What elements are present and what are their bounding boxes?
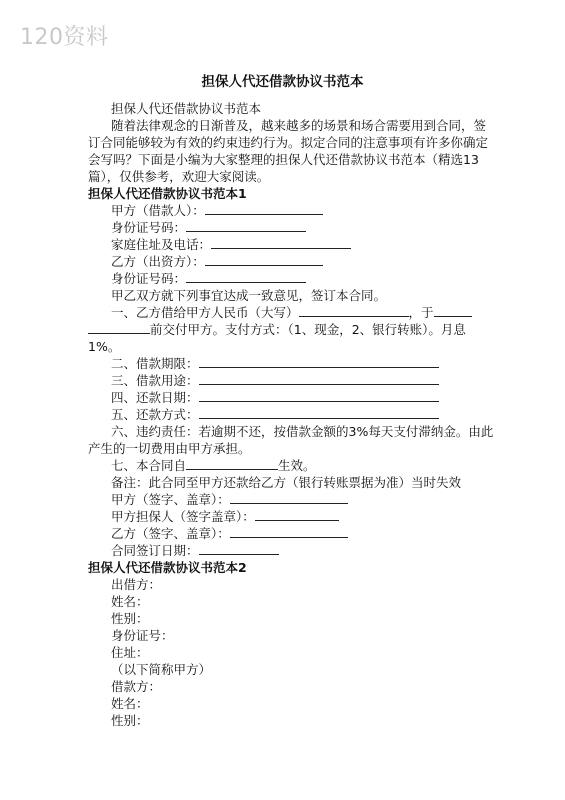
agreement-line: 甲乙双方就下列事宜达成一致意见，签订本合同。	[111, 288, 387, 303]
lender-id-line: 身份证号：	[111, 628, 174, 643]
blank-line	[199, 406, 439, 419]
document-title: 担保人代还借款协议书范本	[201, 74, 364, 90]
lender-address-line: 住址：	[111, 645, 149, 660]
lender-line: 出借方：	[111, 577, 162, 592]
blank-line	[186, 219, 306, 232]
lender-name-line: 姓名：	[111, 594, 149, 609]
blank-line	[186, 457, 278, 470]
party-a-line	[88, 202, 498, 219]
blank-line	[255, 508, 339, 521]
sign-b-line	[88, 525, 498, 542]
address-phone-label: 家庭住址及电话：	[111, 237, 212, 252]
party-a-label: 甲方（借款人）：	[111, 203, 205, 218]
sign-a-label: 甲方（签字、盖章）：	[111, 492, 230, 507]
blank-line	[199, 542, 279, 555]
clause-6: 六、违约责任：若逾期不还，按借款金额的3%每天支付滞纳金。由此产生的一切费用由甲方承担。	[88, 424, 494, 456]
sample1-heading: 担保人代还借款协议书范本1	[88, 186, 247, 201]
sign-date-line	[88, 542, 498, 559]
blank-line	[199, 389, 439, 402]
note-line: 备注：此合同至甲方还款给乙方（银行转账票据为准）当时失效	[111, 475, 462, 490]
watermark: 120资料	[20, 25, 109, 50]
borrower-line: 借款方：	[111, 679, 162, 694]
address-phone-line	[88, 236, 498, 253]
clause-1-part-b: ，于	[408, 305, 434, 320]
blank-line	[205, 202, 323, 215]
id-no-b-line	[88, 270, 498, 287]
blank-line	[199, 372, 439, 385]
clause-1-part-a: 一、乙方借给甲方人民币（大写）	[111, 305, 299, 320]
abbr-line: （以下简称甲方）	[111, 662, 212, 677]
clause-7-part-b: 生效。	[278, 458, 316, 473]
id-no-a-line	[88, 219, 498, 236]
intro-paragraph: 随着法律观念的日渐普及，越来越多的场景和场合需要用到合同，签订合同能够较为有效的约束违约行为。拟定合同的注意事项有许多你确定会写吗？下面是小编为大家整理的担保人代还借款协议书范本（精选13篇），仅供参考，欢迎大家阅读。	[88, 118, 489, 184]
intro-title-line: 担保人代还借款协议书范本	[111, 101, 262, 116]
sign-b-label: 乙方（签字、盖章）：	[111, 526, 230, 541]
blank-line	[230, 491, 348, 504]
id-no-a-label: 身份证号码：	[111, 220, 187, 235]
id-no-b-label: 身份证号码：	[111, 271, 187, 286]
sample2-heading: 担保人代还借款协议书范本2	[88, 560, 247, 575]
lender-gender-line: 性别：	[111, 611, 149, 626]
clause-1	[88, 304, 498, 355]
blank-line	[434, 304, 472, 317]
borrower-gender-line: 性别：	[111, 713, 149, 728]
clause-2-label: 二、借款期限：	[111, 356, 199, 371]
blank-line	[88, 321, 150, 334]
blank-line	[211, 236, 351, 249]
sign-date-label: 合同签订日期：	[111, 543, 199, 558]
party-b-label: 乙方（出资方）：	[111, 254, 205, 269]
clause-2	[88, 355, 498, 372]
party-b-line	[88, 253, 498, 270]
clause-7-part-a: 七、本合同自	[111, 458, 187, 473]
sign-a-line	[88, 491, 498, 508]
clause-7	[88, 457, 498, 474]
borrower-name-line: 姓名：	[111, 696, 149, 711]
clause-5	[88, 406, 498, 423]
clause-3-label: 三、借款用途：	[111, 373, 199, 388]
clause-1-part-c: 前交付甲方。支付方式：（1、现金，2、银行转账）。月息1%。	[88, 322, 466, 354]
blank-line	[230, 525, 348, 538]
clause-3	[88, 372, 498, 389]
clause-5-label: 五、还款方式：	[111, 407, 199, 422]
blank-line	[199, 355, 439, 368]
blank-line	[205, 253, 323, 266]
blank-line	[186, 270, 306, 283]
sign-guarantor-line	[88, 508, 498, 525]
clause-4-label: 四、还款日期：	[111, 390, 199, 405]
blank-line	[299, 304, 409, 317]
sign-guarantor-label: 甲方担保人（签字盖章）：	[111, 509, 255, 524]
clause-4	[88, 389, 498, 406]
document-body	[88, 100, 498, 729]
